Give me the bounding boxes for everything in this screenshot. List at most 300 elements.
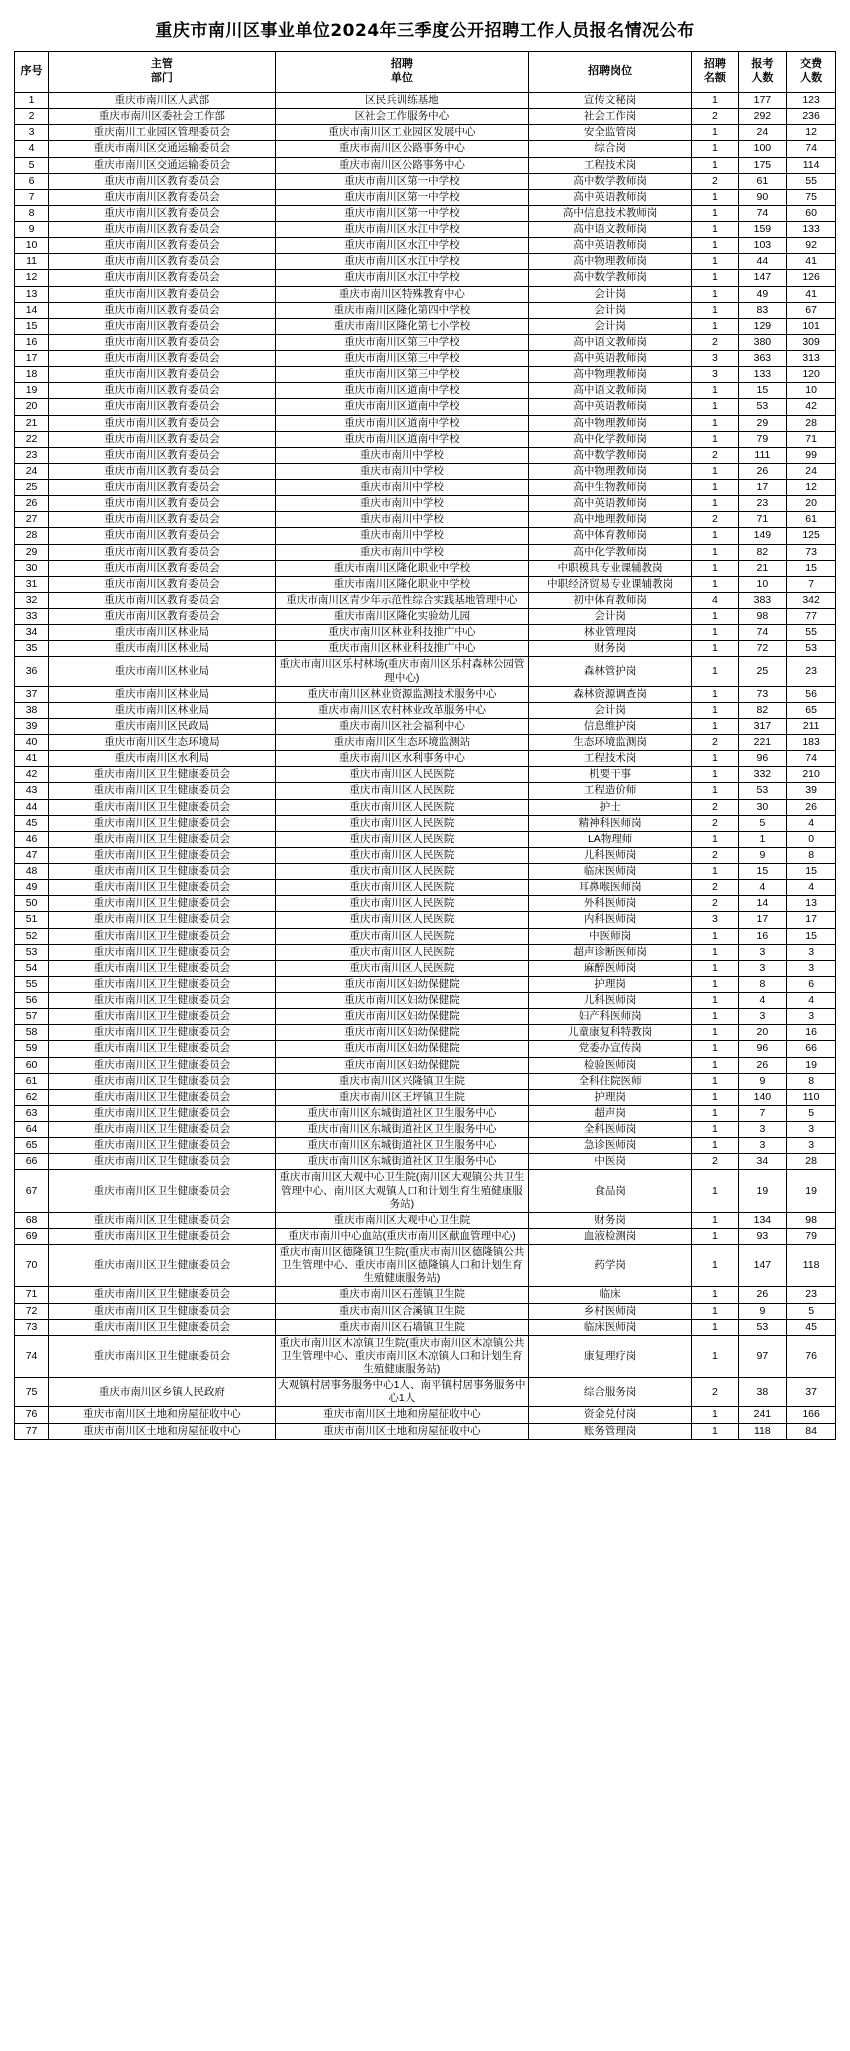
cell-index: 75 [15, 1378, 49, 1407]
cell-post: 账务管理岗 [529, 1423, 692, 1439]
table-row [15, 318, 836, 334]
cell-unit: 重庆市南川区人民医院 [275, 880, 528, 896]
cell-applicants: 26 [738, 1057, 787, 1073]
cell-unit: 重庆市南川区木凉镇卫生院(重庆市南川区木凉镇公共卫生管理中心、重庆市南川区木凉镇人口和计划生育生殖健康服务站) [275, 1335, 528, 1377]
table-row [15, 1228, 836, 1244]
cell-quota: 3 [692, 912, 738, 928]
cell-unit: 重庆市南川区隆化第七小学校 [275, 318, 528, 334]
cell-applicants: 133 [738, 367, 787, 383]
cell-applicants: 19 [738, 1170, 787, 1212]
cell-applicants: 98 [738, 609, 787, 625]
cell-quota: 1 [692, 528, 738, 544]
cell-quota: 1 [692, 1407, 738, 1423]
cell-department: 重庆市南川区水利局 [49, 751, 276, 767]
cell-unit: 重庆市南川区人民医院 [275, 960, 528, 976]
cell-applicants: 74 [738, 625, 787, 641]
cell-applicants: 82 [738, 544, 787, 560]
cell-applicants: 17 [738, 912, 787, 928]
table-row [15, 1212, 836, 1228]
cell-paid: 114 [787, 157, 836, 173]
table-row [15, 880, 836, 896]
cell-applicants: 20 [738, 1025, 787, 1041]
cell-unit: 重庆市南川区东城街道社区卫生服务中心 [275, 1138, 528, 1154]
cell-applicants: 147 [738, 270, 787, 286]
cell-quota: 1 [692, 864, 738, 880]
cell-department: 重庆市南川区教育委员会 [49, 399, 276, 415]
table-row [15, 431, 836, 447]
cell-department: 重庆市南川区卫生健康委员会 [49, 864, 276, 880]
cell-quota: 1 [692, 93, 738, 109]
cell-quota: 1 [692, 1170, 738, 1212]
cell-unit: 重庆市南川区德隆镇卫生院(重庆市南川区德隆镇公共卫生管理中心、重庆市南川区德隆镇人口和计划生育生殖健康服务站) [275, 1245, 528, 1287]
cell-quota: 1 [692, 1319, 738, 1335]
cell-applicants: 17 [738, 480, 787, 496]
cell-quota: 1 [692, 286, 738, 302]
cell-applicants: 292 [738, 109, 787, 125]
cell-quota: 2 [692, 447, 738, 463]
cell-department: 重庆南川工业园区管理委员会 [49, 125, 276, 141]
cell-applicants: 15 [738, 864, 787, 880]
cell-unit: 重庆市南川区妇幼保健院 [275, 1041, 528, 1057]
cell-unit: 重庆市南川区大观中心卫生院(南川区大观镇公共卫生管理中心、南川区大观镇人口和计划生育生殖健康服务站) [275, 1170, 528, 1212]
cell-applicants: 83 [738, 302, 787, 318]
cell-paid: 120 [787, 367, 836, 383]
cell-index: 71 [15, 1287, 49, 1303]
cell-paid: 99 [787, 447, 836, 463]
cell-department: 重庆市南川区卫生健康委员会 [49, 928, 276, 944]
cell-index: 36 [15, 657, 49, 686]
cell-post: 会计岗 [529, 302, 692, 318]
cell-department: 重庆市南川区教育委员会 [49, 560, 276, 576]
cell-applicants: 30 [738, 799, 787, 815]
cell-paid: 98 [787, 1212, 836, 1228]
cell-post: 机要干事 [529, 767, 692, 783]
table-header [15, 52, 836, 93]
cell-department: 重庆市南川区教育委员会 [49, 609, 276, 625]
table-row [15, 1105, 836, 1121]
cell-post: 精神科医师岗 [529, 815, 692, 831]
cell-index: 13 [15, 286, 49, 302]
cell-quota: 1 [692, 1212, 738, 1228]
table-row [15, 1089, 836, 1105]
cell-quota: 1 [692, 831, 738, 847]
cell-paid: 17 [787, 912, 836, 928]
cell-unit: 重庆市南川区大观中心卫生院 [275, 1212, 528, 1228]
table-row [15, 125, 836, 141]
table-row [15, 383, 836, 399]
cell-paid: 15 [787, 560, 836, 576]
cell-unit: 重庆市南川区第三中学校 [275, 367, 528, 383]
cell-department: 重庆市南川区生态环境局 [49, 735, 276, 751]
cell-department: 重庆市南川区卫生健康委员会 [49, 847, 276, 863]
cell-department: 重庆市南川区教育委员会 [49, 189, 276, 205]
cell-index: 27 [15, 512, 49, 528]
cell-post: 党委办宣传岗 [529, 1041, 692, 1057]
table-row [15, 302, 836, 318]
cell-index: 44 [15, 799, 49, 815]
cell-post: 高中语文教师岗 [529, 222, 692, 238]
cell-post: 林业管理岗 [529, 625, 692, 641]
table-row [15, 334, 836, 350]
cell-index: 30 [15, 560, 49, 576]
cell-quota: 2 [692, 1378, 738, 1407]
cell-post: 全科住院医师 [529, 1073, 692, 1089]
cell-post: 高中数学教师岗 [529, 270, 692, 286]
cell-department: 重庆市南川区人武部 [49, 93, 276, 109]
cell-paid: 0 [787, 831, 836, 847]
cell-applicants: 149 [738, 528, 787, 544]
table-row [15, 625, 836, 641]
cell-post: 安全监管岗 [529, 125, 692, 141]
table-row [15, 799, 836, 815]
cell-post: 中职模具专业课辅教岗 [529, 560, 692, 576]
cell-quota: 1 [692, 254, 738, 270]
table-row [15, 1378, 836, 1407]
cell-post: 药学岗 [529, 1245, 692, 1287]
cell-post: 会计岗 [529, 609, 692, 625]
cell-unit: 重庆市南川区水江中学校 [275, 254, 528, 270]
cell-applicants: 159 [738, 222, 787, 238]
cell-quota: 1 [692, 1041, 738, 1057]
cell-unit: 重庆市南川区林业科技推广中心 [275, 625, 528, 641]
cell-applicants: 111 [738, 447, 787, 463]
cell-quota: 2 [692, 512, 738, 528]
cell-post: 会计岗 [529, 286, 692, 302]
cell-quota: 2 [692, 847, 738, 863]
cell-quota: 1 [692, 657, 738, 686]
cell-post: 高中体育教师岗 [529, 528, 692, 544]
cell-paid: 133 [787, 222, 836, 238]
cell-paid: 342 [787, 592, 836, 608]
cell-applicants: 26 [738, 1287, 787, 1303]
cell-index: 6 [15, 173, 49, 189]
cell-post: 高中化学教师岗 [529, 431, 692, 447]
column-header-applicants: 报考 人数 [738, 52, 787, 93]
cell-index: 60 [15, 1057, 49, 1073]
cell-paid: 73 [787, 544, 836, 560]
cell-post: 临床医师岗 [529, 1319, 692, 1335]
cell-applicants: 129 [738, 318, 787, 334]
table-row [15, 1073, 836, 1089]
cell-applicants: 15 [738, 383, 787, 399]
cell-quota: 2 [692, 896, 738, 912]
cell-quota: 1 [692, 302, 738, 318]
cell-post: 食品岗 [529, 1170, 692, 1212]
cell-post: 乡村医师岗 [529, 1303, 692, 1319]
recruitment-table [14, 51, 836, 1440]
table-row [15, 896, 836, 912]
cell-unit: 区民兵训练基地 [275, 93, 528, 109]
cell-paid: 20 [787, 496, 836, 512]
cell-unit: 重庆市南川区林业资源监测技术服务中心 [275, 686, 528, 702]
cell-quota: 1 [692, 609, 738, 625]
cell-quota: 2 [692, 735, 738, 751]
cell-post: 高中物理教师岗 [529, 367, 692, 383]
table-row [15, 657, 836, 686]
cell-unit: 重庆市南川区东城街道社区卫生服务中心 [275, 1105, 528, 1121]
cell-applicants: 10 [738, 576, 787, 592]
cell-quota: 1 [692, 783, 738, 799]
cell-unit: 重庆市南川区土地和房屋征收中心 [275, 1423, 528, 1439]
cell-applicants: 383 [738, 592, 787, 608]
cell-post: 儿科医师岗 [529, 993, 692, 1009]
cell-paid: 60 [787, 205, 836, 221]
cell-applicants: 61 [738, 173, 787, 189]
cell-paid: 19 [787, 1170, 836, 1212]
cell-applicants: 5 [738, 815, 787, 831]
cell-department: 重庆市南川区卫生健康委员会 [49, 1073, 276, 1089]
cell-department: 重庆市南川区卫生健康委员会 [49, 960, 276, 976]
cell-unit: 重庆市南川区王坪镇卫生院 [275, 1089, 528, 1105]
cell-index: 22 [15, 431, 49, 447]
cell-index: 73 [15, 1319, 49, 1335]
cell-quota: 1 [692, 686, 738, 702]
cell-quota: 1 [692, 1303, 738, 1319]
cell-applicants: 96 [738, 1041, 787, 1057]
cell-paid: 53 [787, 641, 836, 657]
cell-paid: 75 [787, 189, 836, 205]
table-row [15, 1122, 836, 1138]
table-row [15, 767, 836, 783]
cell-index: 19 [15, 383, 49, 399]
cell-department: 重庆市南川区卫生健康委员会 [49, 944, 276, 960]
cell-quota: 3 [692, 367, 738, 383]
cell-quota: 1 [692, 238, 738, 254]
cell-post: 生态环境监测岗 [529, 735, 692, 751]
cell-applicants: 363 [738, 351, 787, 367]
cell-post: 检验医师岗 [529, 1057, 692, 1073]
cell-unit: 重庆市南川区乐村林场(重庆市南川区乐村森林公园管理中心) [275, 657, 528, 686]
cell-post: 初中体育教师岗 [529, 592, 692, 608]
cell-department: 重庆市南川区教育委员会 [49, 447, 276, 463]
cell-index: 40 [15, 735, 49, 751]
cell-index: 54 [15, 960, 49, 976]
table-row [15, 544, 836, 560]
cell-department: 重庆市南川区卫生健康委员会 [49, 1138, 276, 1154]
cell-applicants: 9 [738, 1073, 787, 1089]
cell-applicants: 3 [738, 944, 787, 960]
cell-paid: 26 [787, 799, 836, 815]
cell-department: 重庆市南川区卫生健康委员会 [49, 1041, 276, 1057]
cell-unit: 重庆市南川区道南中学校 [275, 415, 528, 431]
cell-department: 重庆市南川区卫生健康委员会 [49, 1105, 276, 1121]
cell-quota: 1 [692, 702, 738, 718]
cell-unit: 重庆市南川区第一中学校 [275, 205, 528, 221]
cell-index: 10 [15, 238, 49, 254]
cell-index: 29 [15, 544, 49, 560]
cell-unit: 重庆市南川区水江中学校 [275, 222, 528, 238]
cell-applicants: 4 [738, 880, 787, 896]
table-row [15, 238, 836, 254]
cell-unit: 重庆市南川区石莲镇卫生院 [275, 1287, 528, 1303]
table-row [15, 189, 836, 205]
cell-applicants: 317 [738, 718, 787, 734]
cell-quota: 1 [692, 1073, 738, 1089]
cell-unit: 重庆市南川中学校 [275, 447, 528, 463]
cell-paid: 19 [787, 1057, 836, 1073]
cell-department: 重庆市南川区卫生健康委员会 [49, 1287, 276, 1303]
cell-quota: 1 [692, 625, 738, 641]
cell-applicants: 4 [738, 993, 787, 1009]
cell-post: 儿科医师岗 [529, 847, 692, 863]
cell-quota: 1 [692, 157, 738, 173]
cell-post: 高中数学教师岗 [529, 173, 692, 189]
cell-quota: 1 [692, 125, 738, 141]
cell-department: 重庆市南川区土地和房屋征收中心 [49, 1423, 276, 1439]
cell-index: 64 [15, 1122, 49, 1138]
cell-post: 工程技术岗 [529, 157, 692, 173]
cell-unit: 区社会工作服务中心 [275, 109, 528, 125]
cell-paid: 16 [787, 1025, 836, 1041]
cell-unit: 重庆市南川区农村林业改革服务中心 [275, 702, 528, 718]
cell-department: 重庆市南川区卫生健康委员会 [49, 976, 276, 992]
table-row [15, 157, 836, 173]
column-header-paid: 交费 人数 [787, 52, 836, 93]
table-row [15, 1407, 836, 1423]
table-row [15, 367, 836, 383]
cell-department: 重庆市南川区教育委员会 [49, 576, 276, 592]
cell-quota: 2 [692, 1154, 738, 1170]
cell-department: 重庆市南川区教育委员会 [49, 334, 276, 350]
cell-unit: 重庆市南川区人民医院 [275, 928, 528, 944]
cell-unit: 重庆市南川区水江中学校 [275, 238, 528, 254]
column-header-unit: 招聘 单位 [275, 52, 528, 93]
table-row [15, 173, 836, 189]
cell-quota: 1 [692, 189, 738, 205]
cell-applicants: 73 [738, 686, 787, 702]
cell-index: 5 [15, 157, 49, 173]
cell-quota: 1 [692, 1105, 738, 1121]
table-row [15, 222, 836, 238]
cell-index: 56 [15, 993, 49, 1009]
cell-index: 18 [15, 367, 49, 383]
cell-paid: 74 [787, 751, 836, 767]
cell-department: 重庆市南川区土地和房屋征收中心 [49, 1407, 276, 1423]
cell-index: 42 [15, 767, 49, 783]
cell-quota: 1 [692, 480, 738, 496]
cell-post: 康复理疗岗 [529, 1335, 692, 1377]
cell-post: 中医岗 [529, 1154, 692, 1170]
table-row [15, 254, 836, 270]
cell-index: 26 [15, 496, 49, 512]
table-row [15, 976, 836, 992]
cell-department: 重庆市南川区卫生健康委员会 [49, 767, 276, 783]
cell-applicants: 147 [738, 1245, 787, 1287]
cell-index: 9 [15, 222, 49, 238]
cell-post: 高中地理教师岗 [529, 512, 692, 528]
cell-post: 高中英语教师岗 [529, 351, 692, 367]
cell-unit: 重庆市南川区社会福利中心 [275, 718, 528, 734]
cell-applicants: 16 [738, 928, 787, 944]
table-row [15, 847, 836, 863]
cell-applicants: 3 [738, 1138, 787, 1154]
table-row [15, 783, 836, 799]
cell-department: 重庆市南川区教育委员会 [49, 318, 276, 334]
cell-quota: 1 [692, 544, 738, 560]
cell-post: 超声岗 [529, 1105, 692, 1121]
cell-paid: 28 [787, 1154, 836, 1170]
cell-unit: 重庆市南川区人民医院 [275, 864, 528, 880]
cell-applicants: 53 [738, 783, 787, 799]
cell-index: 59 [15, 1041, 49, 1057]
cell-quota: 1 [692, 944, 738, 960]
table-row [15, 528, 836, 544]
cell-post: 临床医师岗 [529, 864, 692, 880]
cell-post: 高中语文教师岗 [529, 383, 692, 399]
cell-index: 62 [15, 1089, 49, 1105]
table-row [15, 944, 836, 960]
cell-quota: 1 [692, 641, 738, 657]
cell-quota: 1 [692, 1089, 738, 1105]
table-row [15, 463, 836, 479]
cell-index: 31 [15, 576, 49, 592]
cell-post: 妇产科医师岗 [529, 1009, 692, 1025]
table-row [15, 609, 836, 625]
cell-department: 重庆市南川区卫生健康委员会 [49, 783, 276, 799]
table-row [15, 1057, 836, 1073]
cell-index: 38 [15, 702, 49, 718]
cell-quota: 4 [692, 592, 738, 608]
cell-paid: 236 [787, 109, 836, 125]
cell-index: 15 [15, 318, 49, 334]
table-row [15, 1423, 836, 1439]
cell-unit: 重庆市南川中心血站(重庆市南川区献血管理中心) [275, 1228, 528, 1244]
table-row [15, 1025, 836, 1041]
cell-applicants: 9 [738, 847, 787, 863]
cell-index: 63 [15, 1105, 49, 1121]
cell-department: 重庆市南川区教育委员会 [49, 173, 276, 189]
cell-quota: 1 [692, 1245, 738, 1287]
table-row [15, 864, 836, 880]
table-row [15, 512, 836, 528]
cell-applicants: 241 [738, 1407, 787, 1423]
cell-paid: 13 [787, 896, 836, 912]
cell-department: 重庆市南川区卫生健康委员会 [49, 1057, 276, 1073]
cell-paid: 15 [787, 864, 836, 880]
table-row [15, 993, 836, 1009]
cell-unit: 重庆市南川区道南中学校 [275, 383, 528, 399]
table-row [15, 718, 836, 734]
cell-quota: 1 [692, 463, 738, 479]
cell-unit: 大观镇村居事务服务中心1人、南平镇村居事务服务中心1人 [275, 1378, 528, 1407]
cell-paid: 125 [787, 528, 836, 544]
cell-quota: 1 [692, 1025, 738, 1041]
cell-quota: 1 [692, 1228, 738, 1244]
cell-applicants: 29 [738, 415, 787, 431]
cell-paid: 41 [787, 254, 836, 270]
cell-index: 77 [15, 1423, 49, 1439]
cell-post: 森林资源调查岗 [529, 686, 692, 702]
cell-paid: 166 [787, 1407, 836, 1423]
cell-index: 14 [15, 302, 49, 318]
cell-unit: 重庆市南川区人民医院 [275, 896, 528, 912]
cell-applicants: 177 [738, 93, 787, 109]
cell-unit: 重庆市南川区第一中学校 [275, 189, 528, 205]
cell-applicants: 25 [738, 657, 787, 686]
cell-paid: 5 [787, 1105, 836, 1121]
table-row [15, 641, 836, 657]
table-row [15, 1041, 836, 1057]
cell-quota: 1 [692, 205, 738, 221]
cell-paid: 55 [787, 625, 836, 641]
cell-quota: 1 [692, 141, 738, 157]
cell-post: 外科医师岗 [529, 896, 692, 912]
table-row [15, 480, 836, 496]
cell-index: 4 [15, 141, 49, 157]
table-row [15, 751, 836, 767]
cell-post: 高中生物教师岗 [529, 480, 692, 496]
cell-quota: 1 [692, 1009, 738, 1025]
